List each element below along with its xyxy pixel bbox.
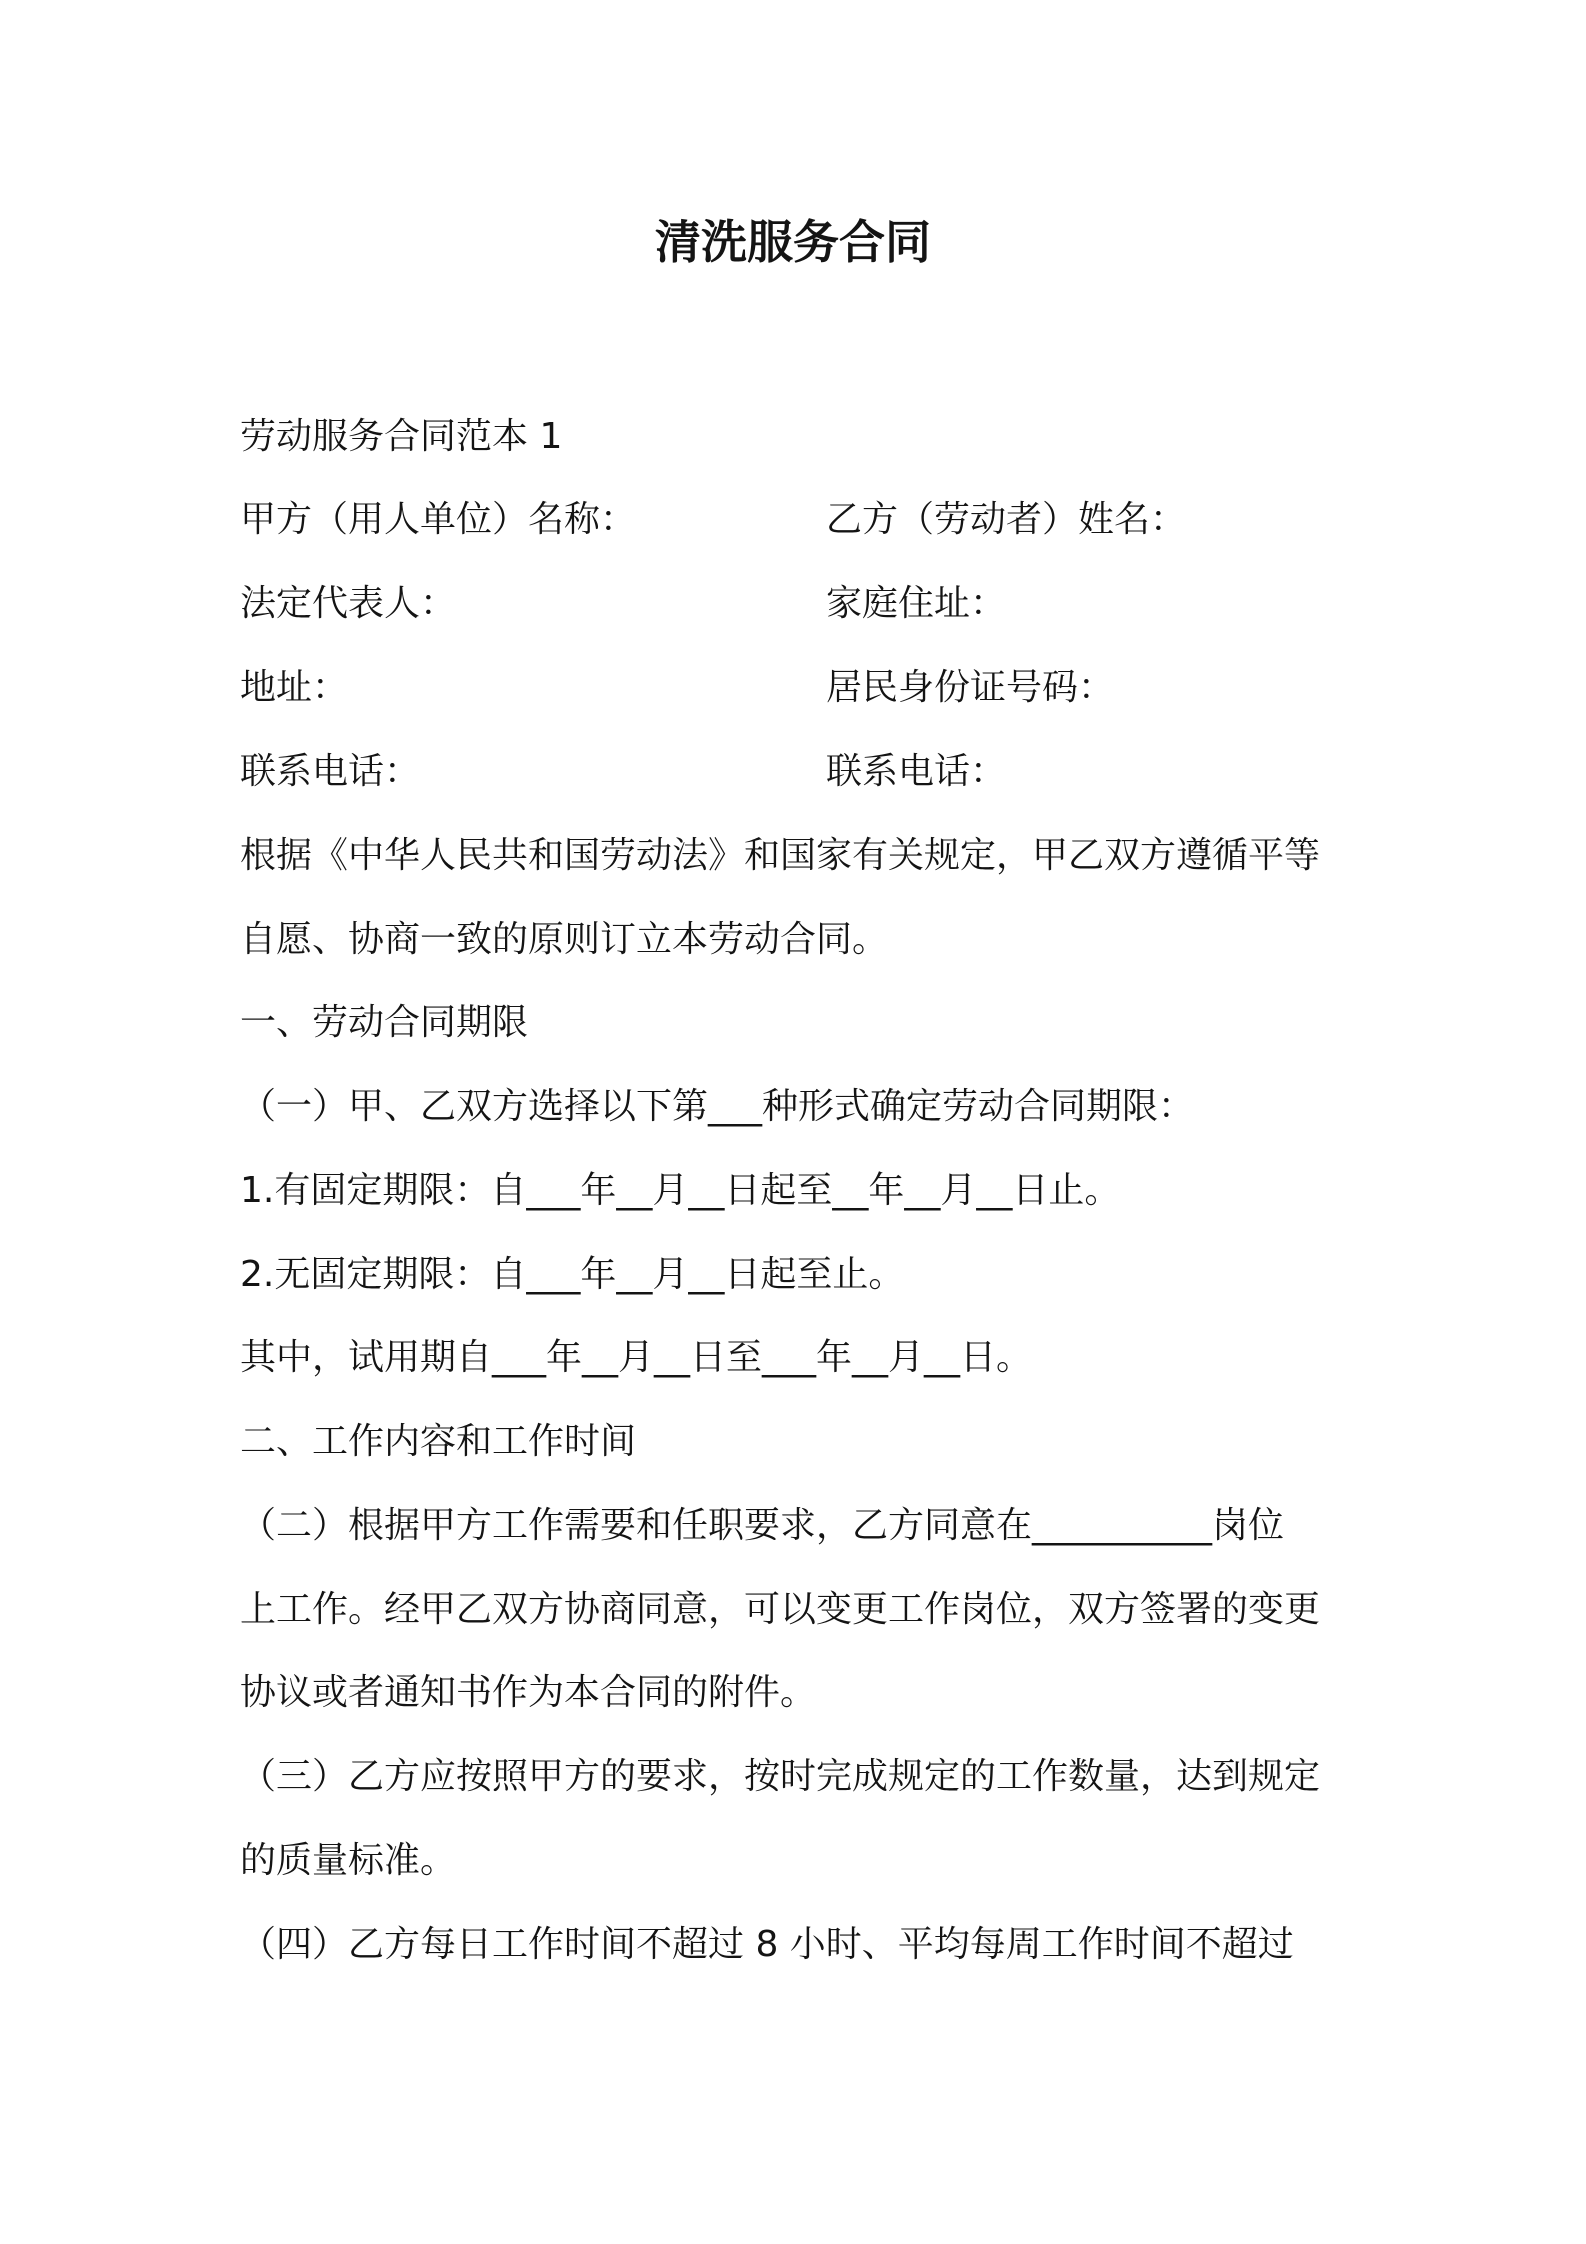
paragraph-line: 2.无固定期限：自___年__月__日起至止。: [240, 1254, 905, 1295]
section-heading: 二、工作内容和工作时间: [240, 1421, 637, 1462]
party-a-legal-rep-label: 法定代表人：: [240, 583, 457, 624]
party-a-address-label: 地址：: [240, 667, 349, 708]
party-b-home-address-label: 家庭住址：: [826, 583, 1007, 624]
party-b-name-label: 乙方（劳动者）姓名：: [826, 499, 1187, 540]
party-a-name-label: 甲方（用人单位）名称：: [240, 499, 637, 540]
paragraph-line: （一）甲、乙双方选择以下第___种形式确定劳动合同期限：: [240, 1086, 1195, 1127]
document-title: 清洗服务合同: [655, 215, 931, 269]
paragraph-line: 根据《中华人民共和国劳动法》和国家有关规定，甲乙双方遵循平等: [240, 835, 1321, 876]
party-b-phone-label: 联系电话：: [826, 751, 1007, 792]
document-subtitle: 劳动服务合同范本 1: [240, 416, 563, 457]
paragraph-line: 自愿、协商一致的原则订立本劳动合同。: [240, 919, 889, 960]
paragraph-line: 1.有固定期限：自___年__月__日起至__年__月__日止。: [240, 1170, 1121, 1211]
paragraph-line: （二）根据甲方工作需要和任职要求，乙方同意在__________岗位: [240, 1505, 1285, 1546]
section-heading: 一、劳动合同期限: [240, 1002, 529, 1043]
party-b-id-number-label: 居民身份证号码：: [826, 667, 1115, 708]
paragraph-line: 上工作。经甲乙双方协商同意，可以变更工作岗位，双方签署的变更: [240, 1589, 1321, 1630]
party-a-phone-label: 联系电话：: [240, 751, 421, 792]
paragraph-line: 其中，试用期自___年__月__日至___年__月__日。: [240, 1337, 1033, 1378]
paragraph-line: （三）乙方应按照甲方的要求，按时完成规定的工作数量，达到规定: [240, 1756, 1321, 1797]
paragraph-line: （四）乙方每日工作时间不超过 8 小时、平均每周工作时间不超过: [240, 1924, 1294, 1965]
paragraph-line: 的质量标准。: [240, 1840, 457, 1881]
paragraph-line: 协议或者通知书作为本合同的附件。: [240, 1672, 817, 1713]
